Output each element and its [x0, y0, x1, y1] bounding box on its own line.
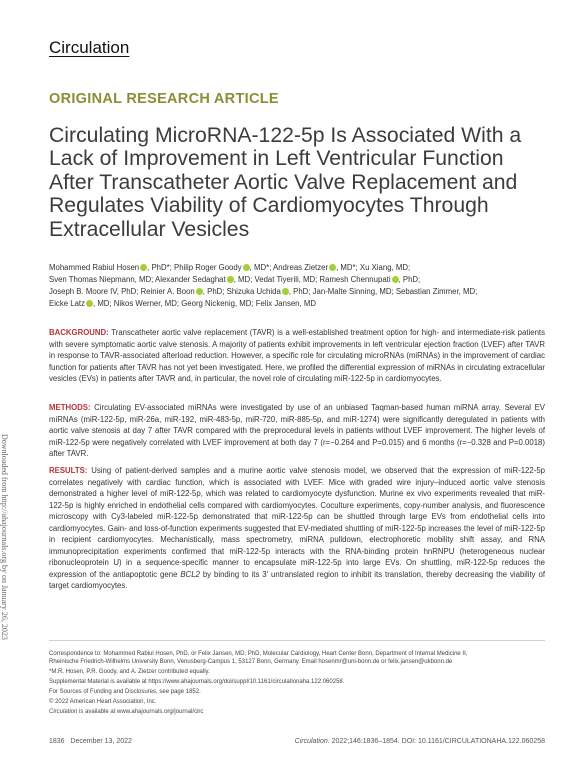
orcid-icon[interactable] [243, 264, 250, 271]
footnote-divider [49, 640, 545, 641]
gene-name: BCL2 [180, 569, 200, 579]
abstract-text: Circulating EV-associated miRNAs were investigated by use of an unbiased Taqman-based human miRNA array. Several EV miRNAs (miR-122-5p, miR-26a, miR-192, miR-483-5p, miR-720, miR-885-5p, and miR-1274) were significantly deregulated in patients with aortic valve stenosis at day 7 after TAVR compared with the preprocedural levels in patients without LVEF improvement. The higher levels of miR-122-5p were negatively correlated with LVEF improvement at both day 7 (r=−0.264 and P=0.015) and 6 months (r=−0.328 and P=0.0018) after TAVR. [49, 403, 545, 458]
abstract-text: Using of patient-derived samples and a murine aortic valve stenosis model, we observed that the expression of miR-122-5p correlates negatively with cardiac function, which is associated with LVEF. Mice with graded wire injury–induced aortic valve stenosis demonstrated a higher level of miR-122-5p, which was related to cardiomyocyte dysfunction. Murine ex vivo experiments revealed that miR-122-5p is highly enriched in endothelial cells compared with cardiomyocytes. Coculture experiments, copy-number analysis, and fluorescence microscopy with Cy3-labeled miR-122-5p demonstrated that miR-122-5p can be shuttled through large EVs from endothelial cells into cardiomyocytes. Gain- and loss-of-function experiments suggested that EV-mediated shuttling of miR-122-5p increases the level of miR-122-5p in recipient cardiomyocytes. Mechanistically, mass spectrometry, miRNA pulldown, electrophoretic mobility shift assay, and RNA immunoprecipitation experiments confirmed that miR-122-5p interacts with the RNA-binding protein hnRNPU (heterogeneous nuclear ribonucleoprotein U) in a sequence-specific manner to encapsulate miR-122-5p into large EVs. On shuttling, miR-122-5p reduces the expression of the antiapoptotic gene [49, 466, 545, 579]
equal-contribution-note: *M.R. Hosen, P.R. Goody, and A. Zietzer contributed equally. [49, 669, 210, 675]
abstract-background [49, 327, 545, 385]
journal-name-italic: Circulation [49, 709, 78, 715]
abstract-text: Transcatheter aortic valve replacement (TAVR) is a well-established treatment option for high- and intermediate-risk patients with severe symptomatic aortic valve stenosis. A majority of patients exhibit improvements in left ventricular ejection fraction (LVEF) after TAVR in response to TAVR-associated afterload reduction. However, a specific role for circulating microRNAs (miRNAs) in the improvement of cardiac function for patients after TAVR has not yet been investigated. Here, we profiled the differential expression of miRNAs in circulating extracellular vesicles (EVs) in patients after TAVR and, in particular, the novel role of circulating miR-122-5p in cardiomyocytes. [49, 328, 545, 383]
author-name[interactable]: , PhD; Jan-Malte Sinning, MD; Sebastian Zimmer, MD; [288, 286, 478, 296]
abstract-results [49, 465, 545, 592]
journal-name[interactable]: Circulation [49, 38, 130, 57]
correspondence-line-1: Correspondence to: Mohammed Rabiul Hosen, PhD, or Felix Jansen, MD, PhD, Molecular Cardiology, Heart Center Bonn, Department of Internal Medicine II, [49, 651, 468, 657]
author-line-1 [49, 262, 544, 274]
author-line-3 [49, 286, 544, 298]
citation[interactable]: 2022;146:1836–1854. DOI: 10.1161/CIRCULATIONAHA.122.060258 [329, 738, 545, 745]
orcid-icon[interactable] [329, 264, 336, 271]
issue-date: December 13, 2022 [70, 738, 132, 745]
page-footer-right [295, 738, 545, 745]
orcid-icon[interactable] [227, 276, 234, 283]
page-number: 1836 [49, 738, 65, 745]
supplemental-link[interactable]: Supplemental Material is available at https://www.ahajournals.org/doi/suppl/10.1161/circulationaha.122.060258. [49, 679, 345, 685]
abstract-methods [49, 402, 545, 460]
author-name[interactable]: , PhD; [398, 274, 421, 284]
author-name[interactable]: , PhD*; Philip Roger Goody [147, 263, 242, 272]
author-name[interactable]: Sven Thomas Niepmann, MD; Alexander Sedaghat [49, 274, 226, 284]
article-title: Circulating MicroRNA-122-5p Is Associated With a Lack of Improvement in Left Ventricular Function After Transcatheter Aortic Valve Replacement and Regulates Viability of Cardiomyocytes Through Extracellular Vesicles [49, 124, 522, 241]
author-name[interactable]: , MD; Vedat Tiyerili, MD; Ramesh Chennupati [233, 274, 391, 284]
orcid-icon[interactable] [392, 276, 399, 283]
author-line-4 [49, 298, 544, 310]
copyright-note: © 2022 American Heart Association, Inc. [49, 699, 157, 705]
page-footer-left [49, 738, 132, 745]
author-name[interactable]: Joseph B. Moore IV, PhD; Reinier A. Boon [49, 286, 195, 296]
author-name[interactable]: , PhD; Shizuka Uchida [202, 286, 281, 296]
author-list [49, 262, 544, 310]
abstract-heading: RESULTS: [49, 466, 88, 475]
availability-text: is available at www.ahajournals.org/journal/circ [77, 709, 204, 715]
orcid-icon[interactable] [282, 288, 289, 295]
author-name[interactable]: Eicke Latz [49, 298, 85, 308]
availability-note[interactable] [49, 708, 549, 716]
orcid-icon[interactable] [196, 288, 203, 295]
funding-note: For Sources of Funding and Disclosures, see page 1852. [49, 689, 201, 695]
footer-journal: Circulation. [294, 738, 330, 745]
author-name[interactable]: , MD*; Xu Xiang, MD; [336, 263, 411, 272]
correspondence-line-2[interactable]: Rheinische Friedrich-Wilhelms University Bonn, Venusberg-Campus 1, 53127 Bonn, Germany. Email hosenmr@uni-bonn.de or felix.jansen@ukbonn.de [49, 659, 453, 665]
abstract-heading: METHODS: [49, 403, 91, 412]
section-label: ORIGINAL RESEARCH ARTICLE [49, 91, 279, 107]
author-name[interactable]: , MD; Nikos Werner, MD; Georg Nickenig, MD; Felix Jansen, MD [92, 298, 316, 308]
abstract-heading: BACKGROUND: [49, 328, 109, 337]
abstract-text: by binding to its 3′ untranslated region to inhibit its translation, thereby decreasing the viability of target cardiomyocytes. [49, 569, 545, 590]
download-watermark: Downloaded from http://ahajournals.org by on January 26, 2023 [0, 434, 9, 640]
author-name[interactable]: Mohammed Rabiul Hosen [49, 263, 140, 272]
author-name[interactable]: , MD*; Andreas Zietzer [249, 263, 329, 272]
author-line-2 [49, 274, 544, 286]
orcid-icon[interactable] [86, 300, 93, 307]
